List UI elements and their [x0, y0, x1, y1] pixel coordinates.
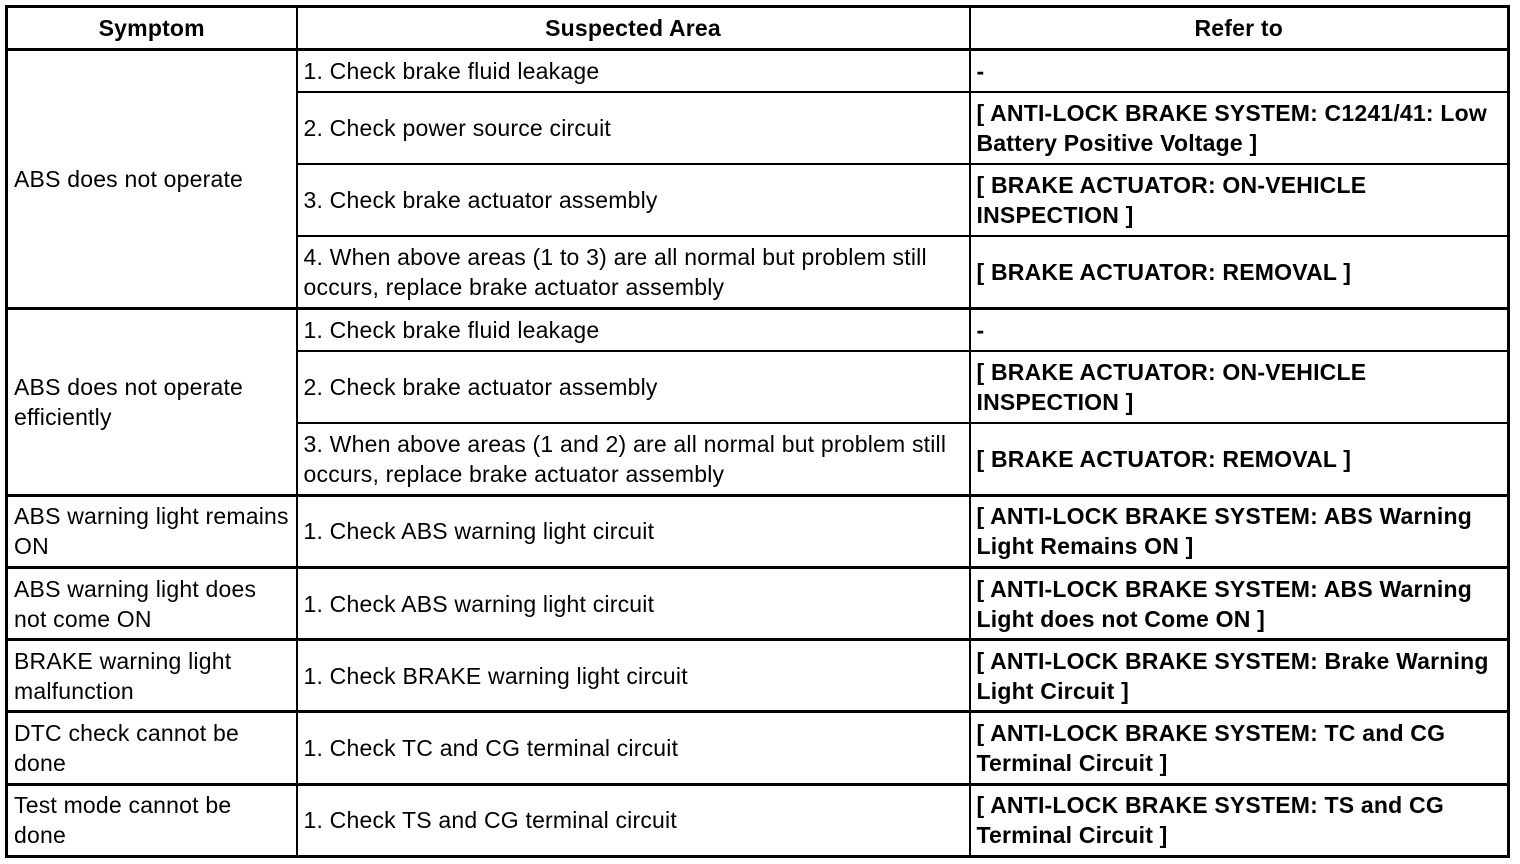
header-symptom: Symptom	[7, 7, 297, 50]
suspected-area-cell: 1. Check ABS warning light circuit	[297, 567, 970, 639]
refer-to-link: -	[970, 308, 1509, 350]
symptom-cell: DTC check cannot be done	[7, 712, 297, 784]
refer-to-link[interactable]: [ BRAKE ACTUATOR: ON-VEHICLE INSPECTION ]	[970, 164, 1509, 236]
refer-to-link[interactable]: [ BRAKE ACTUATOR: REMOVAL ]	[970, 236, 1509, 308]
refer-to-link[interactable]: [ ANTI-LOCK BRAKE SYSTEM: C1241/41: Low Battery Positive Voltage ]	[970, 92, 1509, 164]
suspected-area-cell: 2. Check brake actuator assembly	[297, 351, 970, 423]
suspected-area-cell: 1. Check brake fluid leakage	[297, 50, 970, 92]
refer-to-link[interactable]: [ BRAKE ACTUATOR: REMOVAL ]	[970, 423, 1509, 495]
suspected-area-cell: 4. When above areas (1 to 3) are all normal but problem still occurs, replace brake actuator assembly	[297, 236, 970, 308]
suspected-area-cell: 1. Check BRAKE warning light circuit	[297, 640, 970, 712]
table-row	[7, 712, 1509, 784]
suspected-area-cell: 2. Check power source circuit	[297, 92, 970, 164]
symptom-cell: BRAKE warning light malfunction	[7, 640, 297, 712]
suspected-area-cell: 3. When above areas (1 and 2) are all normal but problem still occurs, replace brake actuator assembly	[297, 423, 970, 495]
table-row	[7, 567, 1509, 639]
refer-to-link[interactable]: [ ANTI-LOCK BRAKE SYSTEM: TS and CG Terminal Circuit ]	[970, 784, 1509, 856]
suspected-area-cell: 1. Check brake fluid leakage	[297, 308, 970, 350]
table-row	[7, 50, 1509, 92]
refer-to-link[interactable]: [ BRAKE ACTUATOR: ON-VEHICLE INSPECTION ]	[970, 351, 1509, 423]
refer-to-link: -	[970, 50, 1509, 92]
symptom-cell: ABS does not operate	[7, 50, 297, 309]
header-suspected-area: Suspected Area	[297, 7, 970, 50]
refer-to-link[interactable]: [ ANTI-LOCK BRAKE SYSTEM: TC and CG Terminal Circuit ]	[970, 712, 1509, 784]
symptom-cell: Test mode cannot be done	[7, 784, 297, 856]
suspected-area-cell: 1. Check TS and CG terminal circuit	[297, 784, 970, 856]
refer-to-link[interactable]: [ ANTI-LOCK BRAKE SYSTEM: ABS Warning Light Remains ON ]	[970, 495, 1509, 567]
suspected-area-cell: 1. Check ABS warning light circuit	[297, 495, 970, 567]
symptom-cell: ABS warning light remains ON	[7, 495, 297, 567]
header-row	[7, 7, 1509, 50]
table-row	[7, 495, 1509, 567]
symptom-cell: ABS warning light does not come ON	[7, 567, 297, 639]
suspected-area-cell: 1. Check TC and CG terminal circuit	[297, 712, 970, 784]
symptom-cell: ABS does not operate efficiently	[7, 308, 297, 495]
table-row	[7, 784, 1509, 856]
suspected-area-cell: 3. Check brake actuator assembly	[297, 164, 970, 236]
refer-to-link[interactable]: [ ANTI-LOCK BRAKE SYSTEM: ABS Warning Light does not Come ON ]	[970, 567, 1509, 639]
table-row	[7, 640, 1509, 712]
header-refer-to: Refer to	[970, 7, 1509, 50]
troubleshooting-table	[5, 5, 1510, 858]
table-row	[7, 308, 1509, 350]
refer-to-link[interactable]: [ ANTI-LOCK BRAKE SYSTEM: Brake Warning Light Circuit ]	[970, 640, 1509, 712]
